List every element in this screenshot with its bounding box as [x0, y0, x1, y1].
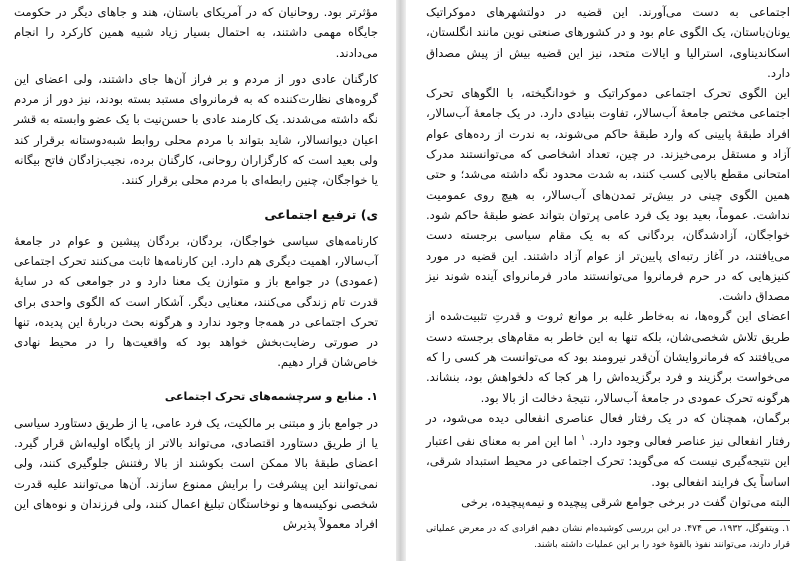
paragraph: اعضای این گروه‌ها، نه به‌خاطر غلبه بر موانع ثروت و قدرتِ تثبیت‌شده از طریق تلاش شخصی‌شان، بلکه تنها به این خاطر به مقام‌های برجسته دست می‌یافتند که فرمانروایشان آن‌قدر نیرومند بود که می‌توانست هر کسی را که می‌خواست برگزیند و فرد برگزیده‌اش را هر کجا که دلخواهش بود، بنشاند. هرگونه تحرک عمودی در جامعهٔ آب‌سالار، نتیجهٔ دخالت از بالا بود.: [426, 309, 790, 405]
subsection-heading: ۱. منابع و سرچشمه‌های تحرک اجتماعی: [164, 389, 378, 403]
right-page: [404, 0, 804, 561]
paragraph-text: اما این امر به معنای نفی اعتبار این نتیجه‌گیری نیست که می‌گوید: تحرک اجتماعی در محیط استبداد شرقی، اساساً یک فرایند انفعالی بود.: [426, 434, 790, 489]
section-heading: ی) ترفیع اجتماعی: [264, 206, 378, 222]
paragraph: در جوامع باز و مبتنی بر مالکیت، یک فرد عامی، یا از طریق دستاورد سیاسی یا از طریق دستاورد اقتصادی، می‌تواند بالاتر از پایگاه اولیه‌اش قرار گیرد. اعضای طبقهٔ بالا ممکن است بکوشند از بالا رفتنش جلوگیری کنند، ولی نمی‌توانند این پیشرفت را برایش ممنوع سازند. آن‌ها می‌توانند علیه قدرت شخصی نوکیسه‌ها و نوخاستگان تبلیغ اعمال کنند، ولی فرزندان و نوه‌های این افراد معمولاً پذیرش: [14, 415, 378, 532]
paragraph: کارنامه‌های سیاسی خواجگان، بردگان، بردگان پیشین و عوام در جامعهٔ آب‌سالار، اهمیت دیگری هم دارد. این کارنامه‌ها ثابت می‌کنند تحرک اجتماعی (عمودی) در جوامع باز و متوازن یک معنا دارد و در جوامعی که در سایهٔ قدرت تام زندگی می‌کنند، معنایی دیگر. آشکار است که الگوی واحدی برای تحرک اجتماعی در همه‌جا وجود ندارد و هرگونه بحث دربارهٔ این پدیده، تنها در صورتی رضایت‌بخش خواهد بود که واقعیت‌ها را در محیط نهادی خاص‌شان قرار دهیم.: [14, 233, 378, 370]
footnote-reference: ۱: [580, 433, 586, 443]
paragraph: کارگنان عادی دور از مردم و بر فراز آن‌ها جای داشتند، ولی اعضای این گروه‌های نظارت‌کننده که به فرمانروای مستبد بسته بودند، نیز دور از مردم نگه داشته می‌شدند. یک کارمند عادی با حسن‌نیت با یک عضو وابسته به قشر اعیان دیوانسالار، شاید بتواند با مردم محلی روابط شبه‌دوستانه برقرار کند ولی بعید است که کارگزاران روحانی، کارگنان برده، نجیب‌زادگان فاتح بیگانه یا خواجگان، چنین رابطه‌ای با مردم محلی برقرار کنند.: [14, 71, 378, 188]
paragraph: البته می‌توان گفت در برخی جوامع شرقی پیچیده و نیمه‌پیچیده، برخی: [461, 494, 790, 509]
paragraph: اجتماعی به دست می‌آورند. این قضیه در دولتشهرهای دموکراتیک یونان‌باستان، یک الگوی عام بود و در کشورهای صنعتی نوین مانند انگلستان، اسکاندیناوی، استرالیا و ایالات متحد، نیز این قضیه بیش از پیش مصداق دارد.: [426, 5, 790, 80]
paragraph: مؤثرتر بود. روحانیان که در آمریکای باستان، هند و جاهای دیگر در حکومت جایگاه مهمی داشتند، به احتمال بسیار زیاد شبیه همین کارکرد را انجام می‌دادند.: [14, 5, 378, 60]
paragraph: این الگوی تحرک اجتماعی دموکراتیک و خودانگیخته، با الگوهای تحرک اجتماعی مختص جامعهٔ آب‌سالار، تفاوت بنیادی دارد. در یک جامعهٔ آب‌سالار، افراد طبقهٔ پایینی که وارد طبقهٔ حاکم می‌شوند، به ندرت از رده‌های عوام آزاد و مستقل برمی‌خیزند. در چین، تعداد اشخاصی که می‌توانستند مدرک امتحانی مقطع بالایی کسب کنند، به شدت محدود نگه داشته می‌شد؛ و حتی همین الگوی چینی در بیش‌تر تمدن‌های آب‌سالار، به هیچ روی عمومیت نداشت. عموماً، بعید بود یک فرد عامی پرتوان بتواند عضو طبقهٔ حاکم شود. خواجگان، آزادشدگان، بردگانی که به یک مقام سیاسی برجسته دست می‌یافتند، در آغاز رتبه‌ای پایین‌تر از عوام آزاد داشتند. این قضیه در مورد کنیزهایی که در حرم فرمانروا می‌توانستند مادر فرمانروای آینده شوند نیز مصداق داشت.: [426, 86, 790, 304]
paragraph-text: برگمان، همچنان که در یک رفتار فعال عناصری انفعالی دیده می‌شود، در رفتار انفعالی نیز عناصر فعالی وجود دارد.: [426, 410, 790, 449]
paragraph: [426, 408, 790, 492]
left-page: [0, 0, 398, 561]
footnote: ۱. ویتفوگل، ۱۹۳۲، ص ۴۷۴. در این بررسی کوشیده‌ام نشان دهیم افرادی که در معرض عملیاتی قرار دارند، می‌توانند نفوذ بالقوهٔ خود را بر این عملیات داشته باشند.: [426, 523, 791, 551]
